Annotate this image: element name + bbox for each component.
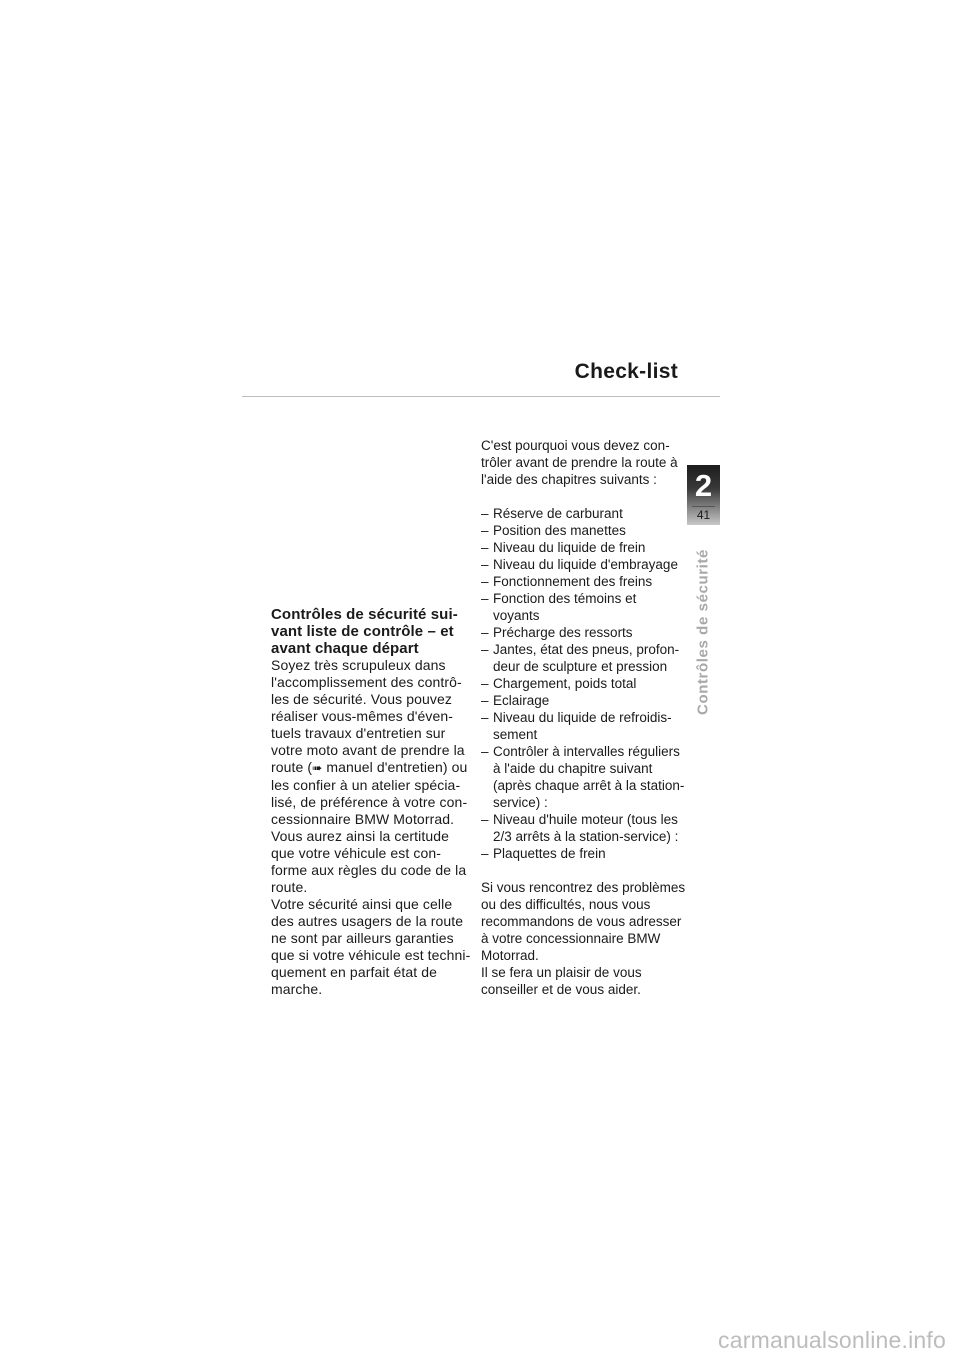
list-item: – Niveau d'huile moteur (tous les 2/3 arrêts à la station-service) : <box>481 811 686 845</box>
title-divider <box>242 396 720 397</box>
closing-paragraph: Si vous rencontrez des problèmes ou des difficultés, nous vous recommandons de vous adresser à votre concessionnaire BMW Motorrad. <box>481 880 686 963</box>
closing-paragraph: Il se fera un plaisir de vous conseiller et de vous aider. <box>481 965 642 997</box>
checklist <box>481 505 686 862</box>
page-title: Check-list <box>574 360 678 383</box>
list-item: – Jantes, état des pneus, profondeur de sculpture et pression <box>481 641 686 675</box>
page-number: 41 <box>696 508 711 522</box>
list-item: – Chargement, poids total <box>481 675 686 692</box>
checklist-intro: C'est pourquoi vous devez contrôler avant de prendre la route à l'aide des chapitres suivants : <box>481 438 678 487</box>
paragraph-certainty: Vous aurez ainsi la certitude que votre véhicule est conforme aux règles du code de la route. <box>271 828 467 895</box>
list-item: – Eclairage <box>481 692 686 709</box>
watermark: carmanualsonline.info <box>718 1327 946 1353</box>
chapter-divider <box>692 506 715 507</box>
list-item: – Plaquettes de frein <box>481 845 686 862</box>
list-item: – Fonction des témoins et voyants <box>481 590 686 624</box>
chapter-number: 2 <box>694 468 713 503</box>
paragraph-text: manuel d'entretien) ou les confier à un atelier spécialisé, de préférence à votre concessionnaire BMW Motorrad. <box>271 759 468 827</box>
section-heading: Contrôles de sécurité suivant liste de contrôle – et avant chaque départ <box>271 606 458 657</box>
list-item: – Fonctionnement des freins <box>481 573 686 590</box>
arrow-right-icon: ➠ <box>312 761 323 775</box>
list-item: – Niveau du liquide d'embrayage <box>481 556 686 573</box>
chapter-tab <box>687 465 720 525</box>
list-item: – Niveau du liquide de frein <box>481 539 686 556</box>
paragraph-intro <box>271 657 471 828</box>
paragraph-safety: Votre sécurité ainsi que celle des autres usagers de la route ne sont par ailleurs garanties que si votre véhicule est techniquement en parfait état de marche. <box>271 896 471 997</box>
paragraph-text: Soyez très scrupuleux dans l'accomplissement des contrôles de sécurité. Vous pouvez réaliser vous-mêmes d'éventuels travaux d'entretien sur votre moto avant de prendre la route ( <box>271 657 465 775</box>
list-item: – Contrôler à intervalles réguliers à l'aide du chapitre suivant (après chaque arrêt à la station-service) : <box>481 743 686 811</box>
left-column <box>271 606 471 998</box>
list-item: – Niveau du liquide de refroidissement <box>481 709 686 743</box>
list-item: – Position des manettes <box>481 522 686 539</box>
chapter-caption: Contrôles de sécurité <box>694 549 712 715</box>
list-item: – Réserve de carburant <box>481 505 686 522</box>
list-item: – Précharge des ressorts <box>481 624 686 641</box>
right-column <box>481 437 686 998</box>
